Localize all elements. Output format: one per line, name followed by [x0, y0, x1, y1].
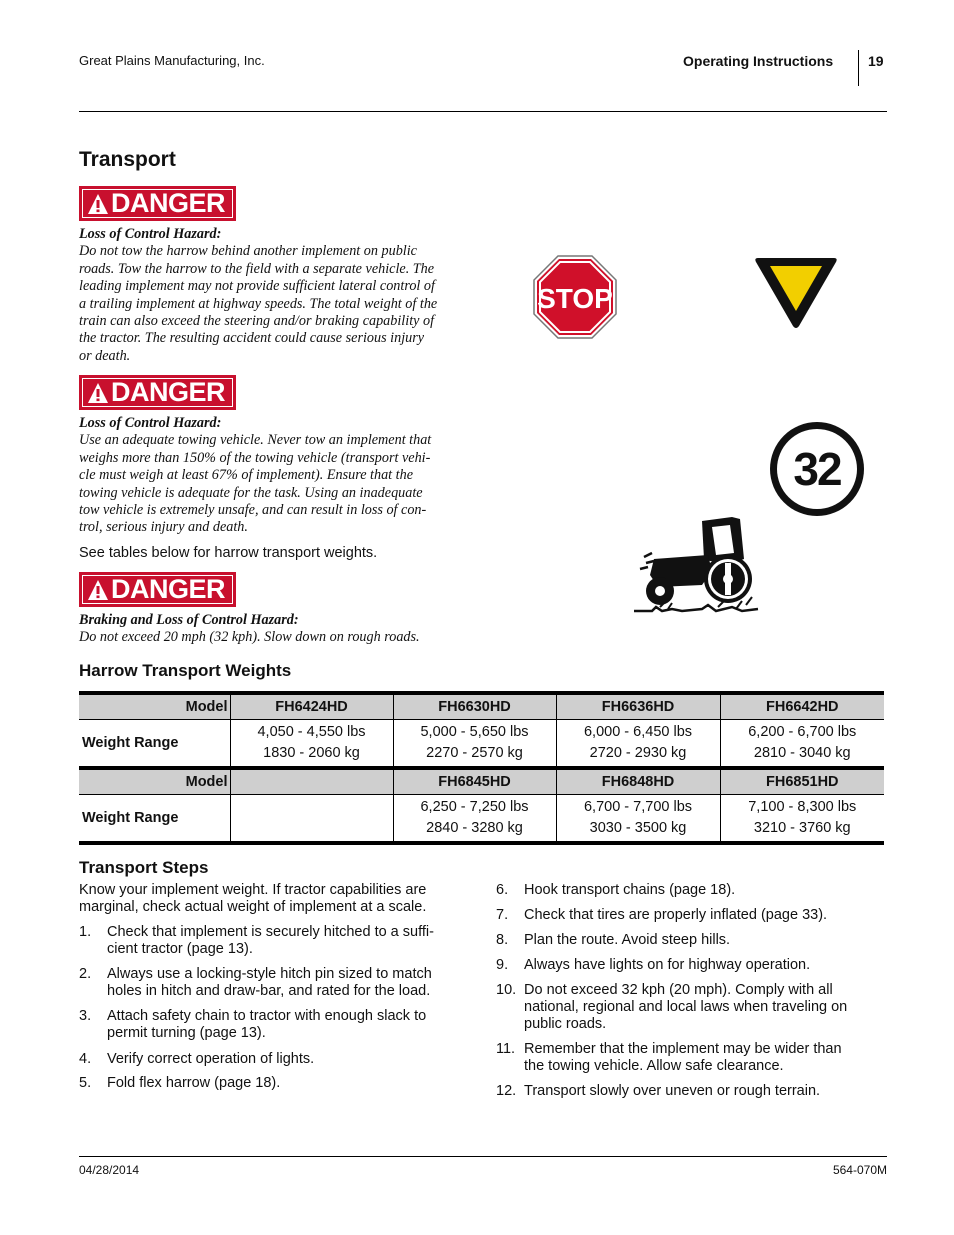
hazard-line: the tractor. The resulting accident could cause serious injury: [79, 330, 425, 347]
hazard-text-2: [79, 415, 474, 537]
table-cell: Weight Range: [79, 720, 230, 769]
hazard-title: Loss of Control Hazard:: [79, 226, 222, 242]
step-line: Hook transport chains (page 18).: [524, 882, 736, 898]
stop-sign-icon: [533, 255, 617, 339]
table-cell: [393, 795, 556, 844]
table-cell: [720, 720, 884, 769]
danger-badge-2: [79, 375, 236, 410]
hazard-line: roads. Tow the harrow to the field with a separate vehicle. The: [79, 260, 435, 277]
step-number: 8.: [496, 932, 509, 948]
step-line: Check that tires are properly inflated (page 33).: [524, 907, 828, 923]
speed-limit-icon: [769, 421, 865, 517]
page-number: 19: [868, 53, 884, 69]
step-line: Fold flex harrow (page 18).: [107, 1075, 281, 1091]
weights-heading: Harrow Transport Weights: [79, 661, 292, 680]
step-line: permit turning (page 13).: [107, 1025, 266, 1041]
table-row-weight: [79, 795, 884, 844]
stop-sign-text: STOP: [537, 283, 613, 314]
table-cell: FH6848HD: [556, 768, 720, 795]
weights-table: [79, 691, 884, 845]
table-cell: [393, 720, 556, 769]
weight-kg: 2810 - 3040 kg: [753, 745, 851, 761]
table-cell: [230, 768, 393, 795]
hazard-line: Do not exceed 20 mph (32 kph). Slow down on rough roads.: [79, 629, 420, 646]
step-line: Always use a locking-style hitch pin sized to match: [107, 966, 432, 982]
hazard-line: trol, serious injury and death.: [79, 519, 248, 536]
weight-lbs: 6,250 - 7,250 lbs: [420, 799, 529, 815]
step-line: Check that implement is securely hitched to a suffi-: [107, 924, 434, 940]
step-number: 5.: [79, 1075, 92, 1091]
danger-label: DANGER: [111, 188, 226, 218]
step-number: 11.: [496, 1041, 516, 1057]
weight-kg: 1830 - 2060 kg: [263, 745, 360, 761]
table-cell: FH6636HD: [556, 693, 720, 720]
step-line: cient tractor (page 13).: [107, 941, 253, 957]
step-line: Attach safety chain to tractor with enough slack to: [107, 1008, 427, 1024]
step-line: the towing vehicle. Allow safe clearance.: [524, 1058, 784, 1074]
step-line: holes in hitch and draw-bar, and rated for the load.: [107, 983, 431, 999]
step-number: 1.: [79, 924, 92, 940]
footer-rule: [79, 1156, 887, 1157]
table-cell: Model: [79, 693, 230, 720]
step-line: Do not exceed 32 kph (20 mph). Comply with all: [524, 982, 833, 998]
table-cell: [720, 795, 884, 844]
step-line: Verify correct operation of lights.: [107, 1051, 315, 1067]
table-row-model: [79, 693, 884, 720]
weight-kg: 2720 - 2930 kg: [589, 745, 687, 761]
table-cell: [556, 795, 720, 844]
yield-sign-icon: [754, 256, 838, 328]
hazard-text-3: [79, 612, 499, 647]
hazard-title: Loss of Control Hazard:: [79, 415, 222, 431]
warning-triangle-icon: [87, 382, 109, 404]
weight-lbs: 6,000 - 6,450 lbs: [583, 724, 693, 740]
table-cell: FH6851HD: [720, 768, 884, 795]
step-number: 6.: [496, 882, 509, 898]
step-number: 2.: [79, 966, 92, 982]
hazard-line: leading implement may not provide sufficient lateral control of: [79, 278, 435, 295]
weight-lbs: 4,050 - 4,550 lbs: [257, 724, 366, 740]
weight-lbs: 6,200 - 6,700 lbs: [748, 724, 857, 740]
table-row-model: [79, 768, 884, 795]
hazard-line: train can also exceed the steering and/or braking capability of: [79, 313, 435, 330]
danger-label: DANGER: [111, 574, 226, 604]
danger-badge-3: [79, 572, 236, 607]
step-line: public roads.: [524, 1016, 607, 1032]
weight-lbs: 7,100 - 8,300 lbs: [748, 799, 857, 815]
step-line: Transport slowly over uneven or rough terrain.: [524, 1083, 821, 1099]
intro-line: Know your implement weight. If tractor capabilities are: [79, 882, 427, 898]
hazard-line: Do not tow the harrow behind another implement on public: [79, 243, 417, 260]
hazard-title: Braking and Loss of Control Hazard:: [79, 612, 299, 628]
tractor-icon: [632, 515, 760, 617]
table-cell: FH6845HD: [393, 768, 556, 795]
warning-triangle-icon: [87, 193, 109, 215]
table-cell: [230, 720, 393, 769]
see-tables-note: See tables below for harrow transport weights.: [79, 545, 378, 561]
step-number: 4.: [79, 1051, 92, 1067]
header-company: Great Plains Manufacturing, Inc.: [79, 53, 265, 68]
weight-lbs: 6,700 - 7,700 lbs: [583, 799, 693, 815]
table-cell: [556, 720, 720, 769]
hazard-line: weighs more than 150% of the towing vehicle (transport vehi-: [79, 449, 431, 466]
footer-date: 04/28/2014: [79, 1163, 140, 1177]
warning-triangle-icon: [87, 579, 109, 601]
step-number: 12.: [496, 1083, 517, 1099]
header-divider: [858, 50, 859, 86]
footer-doc-number: 564-070M: [832, 1163, 887, 1177]
step-line: Remember that the implement may be wider than: [524, 1041, 842, 1057]
danger-badge-1: [79, 186, 236, 221]
hazard-line: tow vehicle is extremely unsafe, and can result in loss of con-: [79, 502, 427, 519]
steps-intro: [79, 882, 469, 916]
weight-kg: 2270 - 2570 kg: [426, 745, 523, 761]
table-cell: FH6630HD: [393, 693, 556, 720]
table-cell: FH6424HD: [230, 693, 393, 720]
intro-line: marginal, check actual weight of implement at a scale.: [79, 899, 427, 915]
step-line: Plan the route. Avoid steep hills.: [524, 932, 731, 948]
step-number: 9.: [496, 957, 509, 973]
table-cell: [230, 795, 393, 844]
header-rule: [79, 111, 887, 112]
table-row-weight: [79, 720, 884, 769]
table-cell: FH6642HD: [720, 693, 884, 720]
danger-label: DANGER: [111, 377, 226, 407]
weight-lbs: 5,000 - 5,650 lbs: [420, 724, 529, 740]
weight-kg: 3030 - 3500 kg: [589, 820, 687, 836]
table-cell: Model: [79, 768, 230, 795]
weight-kg: 3210 - 3760 kg: [753, 820, 851, 836]
hazard-line: or death.: [79, 347, 131, 364]
table-cell: Weight Range: [79, 795, 230, 844]
speed-limit-text: 32: [793, 443, 841, 495]
hazard-line: a trailing implement at highway speeds. The total weight of the: [79, 295, 438, 312]
page-title: Transport: [79, 148, 176, 171]
weight-kg: 2840 - 3280 kg: [426, 820, 523, 836]
hazard-line: towing vehicle is adequate for the task. Using an inadequate: [79, 484, 423, 501]
step-number: 10.: [496, 982, 517, 998]
step-line: Always have lights on for highway operation.: [524, 957, 811, 973]
steps-heading: Transport Steps: [79, 858, 209, 877]
step-line: national, regional and local laws when traveling on: [524, 999, 848, 1015]
step-number: 3.: [79, 1008, 92, 1024]
header-section: Operating Instructions: [683, 53, 834, 69]
hazard-line: Use an adequate towing vehicle. Never tow an implement that: [79, 432, 432, 449]
hazard-line: cle must weigh at least 67% of implement). Ensure that the: [79, 467, 414, 484]
hazard-text-1: [79, 226, 474, 365]
step-number: 7.: [496, 907, 509, 923]
